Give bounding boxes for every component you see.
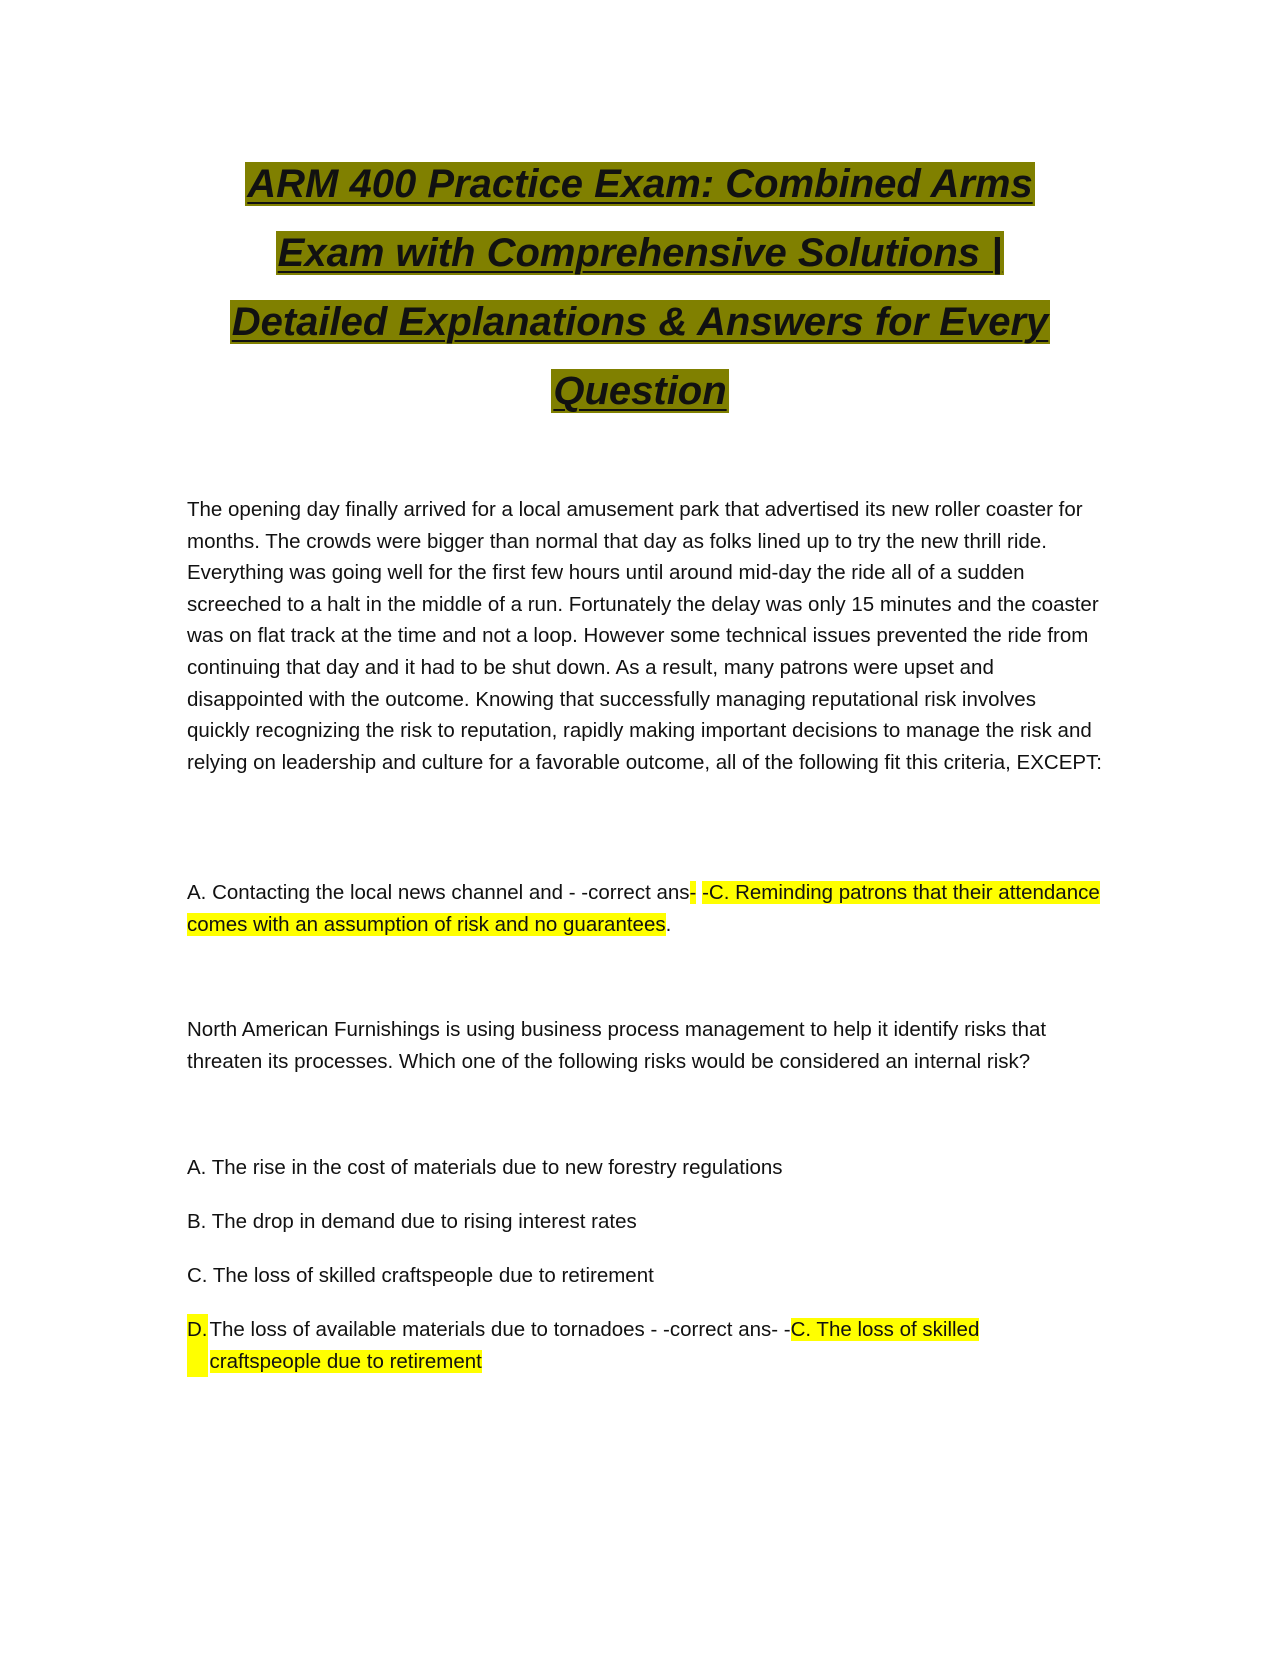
title-line-4: Question [553,369,727,413]
answer-1-dash: - [689,881,697,904]
answer-1-suffix: . [665,912,672,936]
option-d-text: The loss of available materials due to tornadoes - -correct ans- - [209,1318,791,1341]
option-d-body [210,1314,1018,1377]
option-d [187,1314,1017,1377]
option-d-highlight: C. The loss of skilled craftspeople due to retirement [209,1318,980,1373]
option-b: B. The drop in demand due to rising interest rates [187,1210,637,1233]
option-a: A. The rise in the cost of materials due to new forestry regulations [187,1156,783,1179]
title-line-2: Exam with Comprehensive Solutions | [277,231,1003,275]
option-d-letter: D. [187,1314,208,1377]
option-c: C. The loss of skilled craftspeople due to retirement [187,1264,654,1287]
answer-1-prefix: A. Contacting the local news channel and - -correct ans [187,881,690,904]
answer-1-highlight: -C. Reminding patrons that their attendance comes with an assumption of risk and no guarantees [187,881,1100,936]
question-1-answer [187,877,1102,940]
title-line-1: ARM 400 Practice Exam: Combined Arms [247,162,1033,206]
document-title [160,150,1120,426]
question-2-text: North American Furnishings is using business process management to help it identify risks that threaten its processes. Which one of the following risks would be considered an internal risk? [187,1018,1047,1073]
title-line-3: Detailed Explanations & Answers for Every [231,300,1049,344]
question-1-text: The opening day finally arrived for a local amusement park that advertised its new roller coaster for months. The crowds were bigger than normal that day as folks lined up to try the new thrill ride. Everything was going well for the first few hours until around mid-day the ride all of a sudden screeched to a halt in the middle of a run. Fortunately the delay was only 15 minutes and the coaster was on flat track at the time and not a loop. However some technical issues prevented the ride from continuing that day and it had to be shut down. As a result, many patrons were upset and disappointed with the outcome. Knowing that successfully managing reputational risk involves quickly recognizing the risk to reputation, rapidly making important decisions to manage the risk and relying on leadership and culture for a favorable outcome, all of the following fit this criteria, EXCEPT: [187,498,1102,774]
